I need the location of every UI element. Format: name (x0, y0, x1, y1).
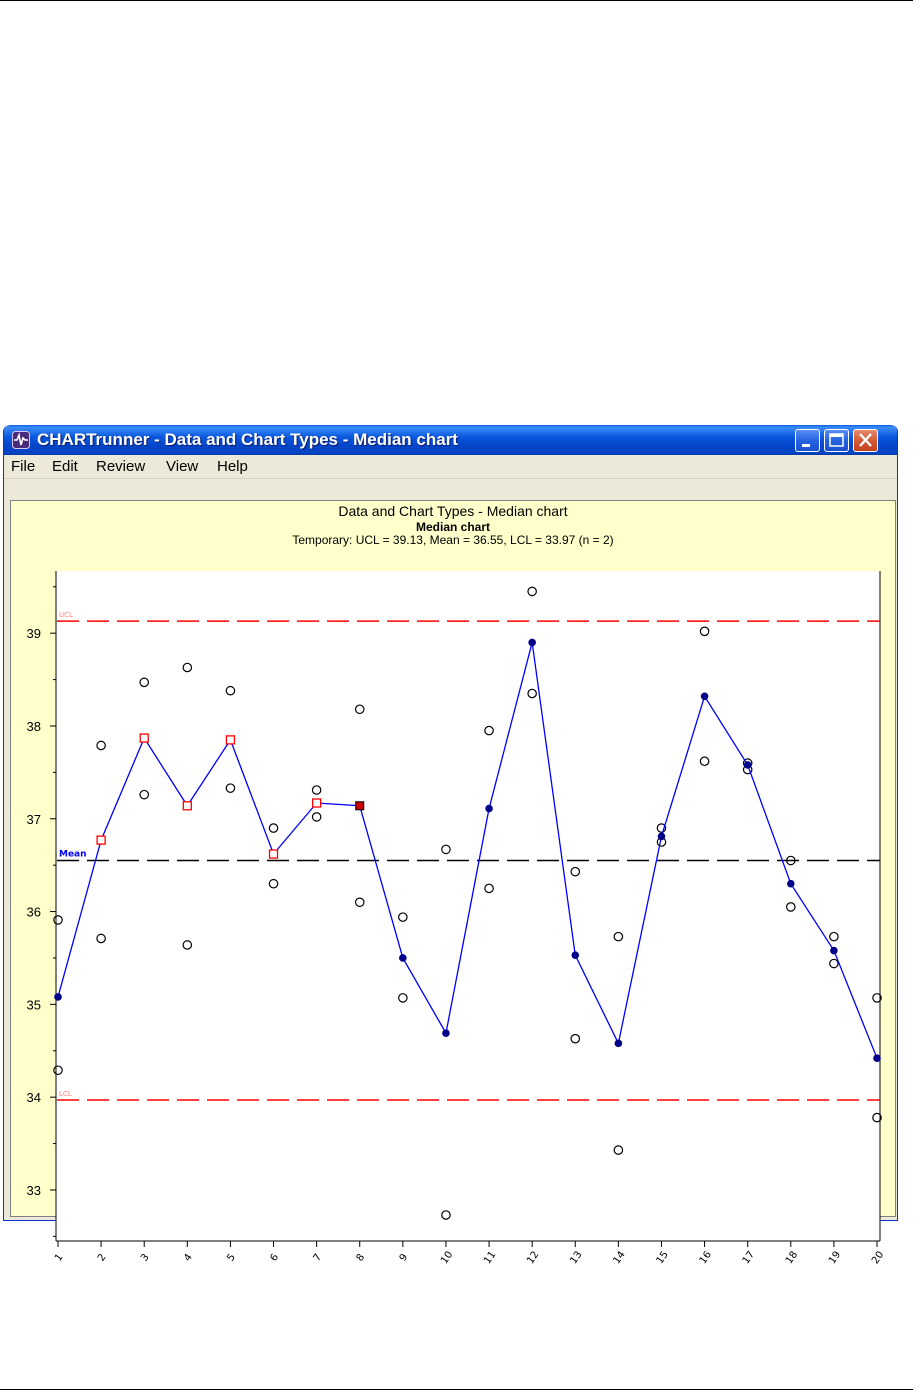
median-point-flagged (97, 836, 105, 844)
y-tick-label: 35 (26, 997, 41, 1013)
y-tick-label: 39 (26, 626, 41, 642)
x-tick-label: 9 (397, 1252, 411, 1264)
chart-caption: Temporary: UCL = 39.13, Mean = 36.55, LCL = 33.97 (n = 2) (292, 533, 614, 547)
x-tick-label: 15 (654, 1249, 671, 1267)
page-top-rule (0, 0, 913, 1)
x-tick-label: 6 (268, 1252, 282, 1264)
y-tick-label: 34 (26, 1090, 41, 1106)
median-point (615, 1040, 622, 1047)
median-point-flagged (270, 850, 278, 858)
median-point (572, 952, 579, 959)
menu-edit[interactable]: Edit (52, 458, 78, 475)
median-point (400, 955, 407, 962)
median-point-selected (356, 802, 364, 810)
median-point (787, 880, 794, 887)
minimize-button[interactable] (795, 429, 820, 452)
median-point (55, 994, 62, 1001)
y-tick-label: 33 (26, 1182, 41, 1198)
x-tick-label: 3 (139, 1252, 152, 1264)
x-tick-label: 8 (354, 1252, 368, 1264)
close-icon (854, 430, 877, 451)
plot-area (56, 571, 880, 1241)
title-bar[interactable] (4, 425, 897, 455)
chart-title: Data and Chart Types - Median chart (338, 503, 568, 519)
x-tick-label: 10 (439, 1249, 456, 1267)
app-window (3, 425, 898, 1267)
menu-help[interactable]: Help (217, 458, 248, 475)
median-point (486, 805, 493, 812)
chart-subtitle: Median chart (415, 520, 491, 534)
median-point (658, 833, 665, 840)
median-point (831, 947, 838, 954)
chartrunner-icon (12, 431, 30, 449)
y-tick-label: 37 (26, 811, 41, 827)
x-tick-label: 13 (568, 1249, 585, 1267)
x-tick-label: 19 (826, 1249, 844, 1267)
median-point-flagged (183, 802, 191, 810)
x-tick-label: 11 (482, 1249, 499, 1267)
y-tick-label: 38 (26, 718, 41, 734)
chart-area (10, 500, 896, 1267)
median-point (701, 693, 708, 700)
median-chart (11, 501, 895, 1267)
maximize-button[interactable] (824, 429, 849, 452)
median-point (443, 1030, 450, 1037)
close-button[interactable] (853, 429, 878, 452)
x-tick-label: 12 (525, 1249, 542, 1267)
median-point-flagged (140, 734, 148, 742)
reference-label-lcl: LCL (59, 1089, 72, 1098)
menu-bar (4, 455, 897, 479)
x-tick-label: 20 (870, 1249, 887, 1267)
median-point (874, 1055, 881, 1062)
x-tick-label: 17 (740, 1249, 758, 1267)
window-title: CHARTrunner - Data and Chart Types - Median chart (37, 430, 458, 449)
x-tick-label: 18 (783, 1249, 801, 1267)
menu-review[interactable]: Review (96, 458, 146, 475)
median-point (529, 639, 536, 646)
menu-file[interactable]: File (11, 458, 36, 475)
y-tick-label: 36 (26, 904, 41, 920)
x-tick-label: 7 (311, 1252, 325, 1264)
menu-view[interactable]: View (166, 458, 199, 475)
median-point-flagged (313, 799, 321, 807)
x-tick-label: 4 (182, 1252, 195, 1264)
minimize-icon (796, 430, 819, 451)
x-tick-label: 16 (697, 1249, 714, 1267)
median-point-flagged (226, 736, 234, 744)
maximize-icon (825, 430, 848, 451)
page-bottom-rule (0, 1389, 913, 1390)
x-tick-label: 14 (611, 1249, 628, 1267)
median-point (744, 762, 751, 769)
x-tick-label: 2 (96, 1252, 109, 1264)
reference-label-ucl: UCL (59, 611, 73, 620)
reference-label-mean: Mean (59, 849, 87, 860)
x-tick-label: 5 (225, 1252, 238, 1264)
x-tick-label: 1 (52, 1252, 66, 1264)
